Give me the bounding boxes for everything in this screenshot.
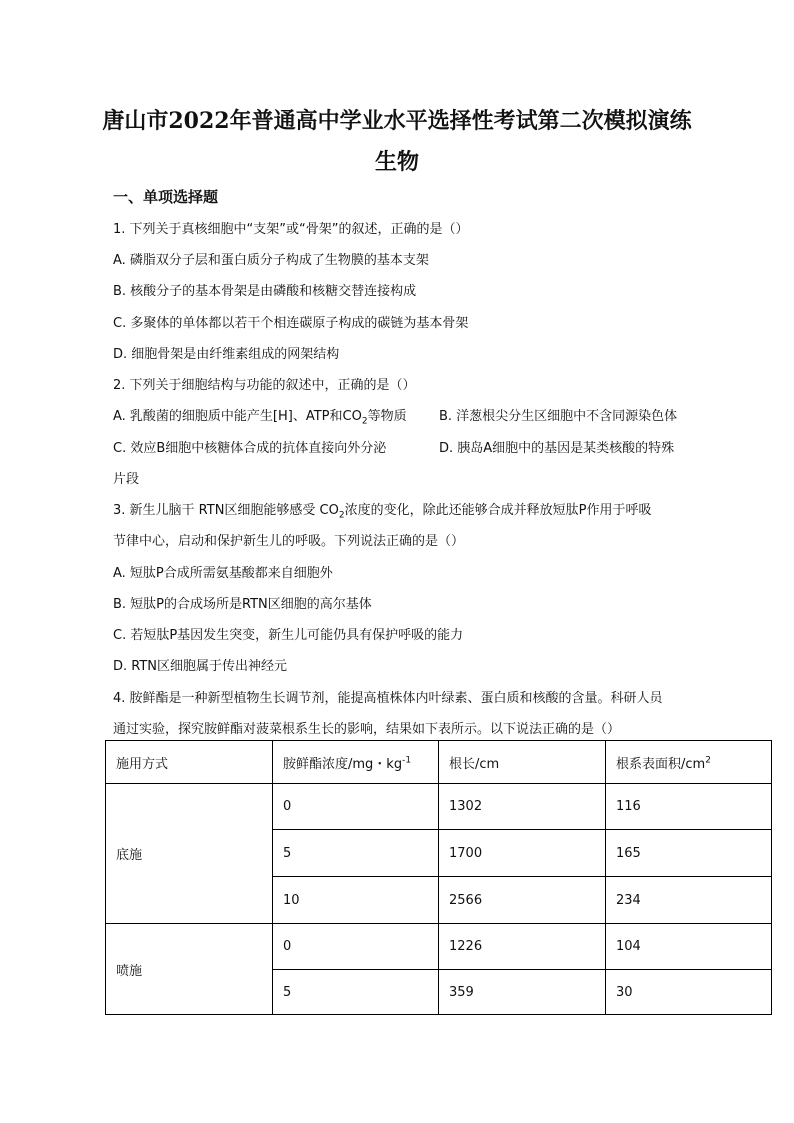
q1-option-a: A. 磷脂双分子层和蛋白质分子构成了生物膜的基本支架: [113, 253, 429, 268]
q1-option-d: D. 细胞骨架是由纤维素组成的网架结构: [113, 347, 340, 362]
table-cell: 30: [606, 970, 772, 1015]
document-subject: 生物: [374, 149, 419, 175]
table-row: [106, 924, 772, 970]
table-cell: 1302: [439, 784, 606, 830]
table-cell: 0: [273, 924, 439, 970]
table-cell: 359: [439, 970, 606, 1015]
table-cell: 116: [606, 784, 772, 830]
data-table: [105, 740, 772, 1015]
section-title: 一、单项选择题: [113, 188, 219, 206]
header-application-method: 施用方式: [106, 741, 273, 784]
header-root-length: 根长/cm: [439, 741, 606, 784]
q3-option-d: D. RTN区细胞属于传出神经元: [113, 659, 288, 674]
table-cell: 1226: [439, 924, 606, 970]
group-cell: 喷施: [106, 924, 273, 1015]
table-cell: 1700: [439, 830, 606, 877]
header-root-surface-area: 根系表面积$/cm^2$: [606, 741, 772, 784]
table-cell: 165: [606, 830, 772, 877]
group-cell: 底施: [106, 784, 273, 924]
q3-option-b: B. 短肽P的合成场所是RTN区细胞的高尔基体: [113, 597, 372, 612]
q2-option-a: A. 乳酸菌的细胞质中能产生[H]、ATP和$CO_2$等物质: [113, 409, 407, 427]
q2-stem: 2. 下列关于细胞结构与功能的叙述中，正确的是（）: [113, 378, 416, 393]
q1-option-b: B. 核酸分子的基本骨架是由磷酸和核糖交替连接构成: [113, 284, 417, 299]
table-row: [106, 784, 772, 830]
q4-stem-line1: 4. 胺鲜酯是一种新型植物生长调节剂，能提高植株体内叶绿素、蛋白质和核酸的含量。科研人员: [113, 691, 663, 706]
document-title: 唐山市2022年普通高中学业水平选择性考试第二次模拟演练: [102, 108, 692, 134]
table-cell: 104: [606, 924, 772, 970]
q2-option-c: C. 效应B细胞中核糖体合成的抗体直接向外分泌: [113, 441, 387, 456]
q3-option-a: A. 短肽P合成所需氨基酸都来自细胞外: [113, 566, 333, 581]
table-cell: 234: [606, 877, 772, 924]
table-cell: 10: [273, 877, 439, 924]
q1-option-c: C. 多聚体的单体都以若干个相连碳原子构成的碳链为基本骨架: [113, 316, 469, 331]
table-cell: 5: [273, 830, 439, 877]
q2-option-b: B. 洋葱根尖分生区细胞中不含同源染色体: [439, 409, 678, 424]
table-cell: 0: [273, 784, 439, 830]
q2-option-d-continued: 片段: [113, 472, 140, 487]
q1-stem: 1. 下列关于真核细胞中“支架”或“骨架”的叙述，正确的是（）: [113, 222, 469, 237]
q3-option-c: C. 若短肽P基因发生突变，新生儿可能仍具有保护呼吸的能力: [113, 628, 464, 643]
header-concentration: 胺鲜酯浓度/mg・$kg^{-1}$: [273, 741, 439, 784]
table-cell: 2566: [439, 877, 606, 924]
q3-stem-line1: 3. 新生儿脑干 RTN区细胞能够感受 $CO_2$浓度的变化，除此还能够合成并释放短肽P作用于呼吸: [113, 503, 652, 521]
q4-stem-line2: 通过实验，探究胺鲜酯对菠菜根系生长的影响，结果如下表所示。以下说法正确的是（）: [113, 722, 621, 737]
table-cell: 5: [273, 970, 439, 1015]
table-header-row: [106, 741, 772, 784]
q3-stem-line2: 节律中心，启动和保护新生儿的呼吸。下列说法正确的是（）: [113, 534, 465, 549]
q2-option-d: D. 胰岛A细胞中的基因是某类核酸的特殊: [439, 441, 675, 456]
